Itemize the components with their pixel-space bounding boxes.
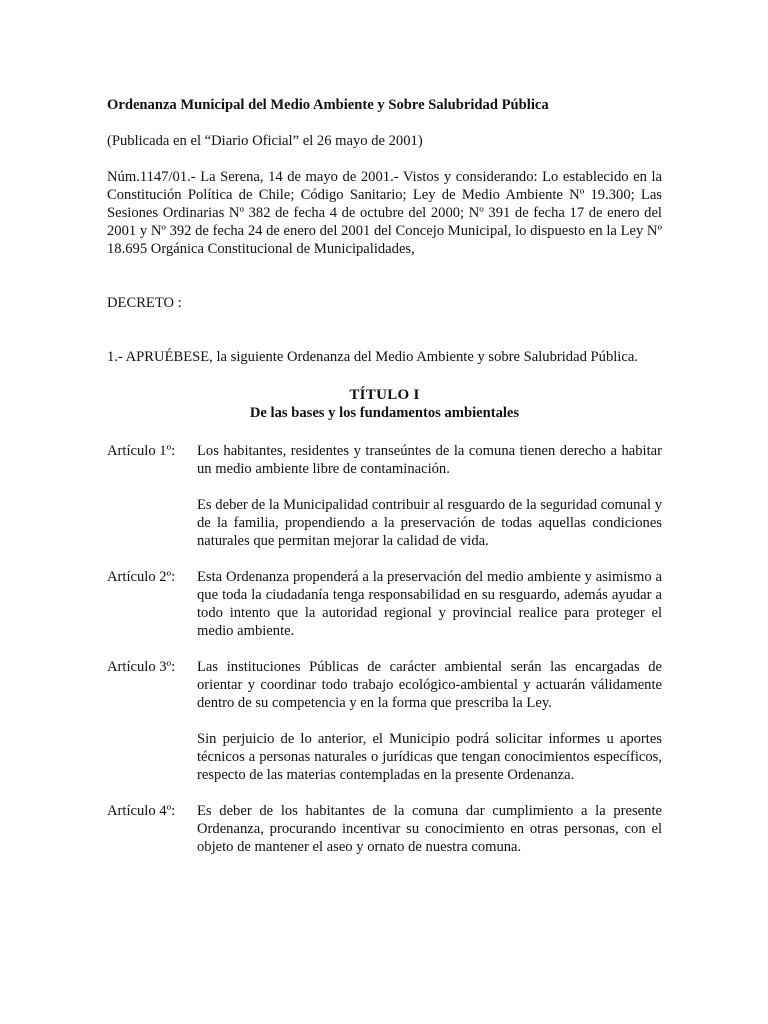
article-paragraph: Esta Ordenanza propenderá a la preservación del medio ambiente y asimismo a que toda la ciudadanía tenga responsabilidad en su resguardo, además ayudar a todo intento que la autoridad regional y provincial realice para proteger el medio ambiente. — [197, 569, 662, 639]
article-paragraph: Es deber de la Municipalidad contribuir al resguardo de la seguridad comunal y de la familia, propendiendo a la preservación de todas aquellas condiciones naturales que permitan mejorar la calidad de vida. — [197, 497, 662, 549]
article-3 — [107, 658, 662, 784]
article-body — [197, 568, 662, 640]
title-subheading: De las bases y los fundamentos ambientales — [249, 405, 520, 421]
article-paragraph: Las instituciones Públicas de carácter ambiental serán las encargadas de orientar y coordinar todo trabajo ecológico-ambiental y actuarán válidamente dentro de su competencia y en la forma que prescriba la Ley. — [197, 659, 662, 711]
article-body — [197, 658, 662, 784]
article-2 — [107, 568, 662, 640]
approval-paragraph: 1.- APRUÉBESE, la siguiente Ordenanza del Medio Ambiente y sobre Salubridad Pública. — [107, 349, 638, 365]
article-4 — [107, 802, 662, 856]
article-paragraph: Sin perjuicio de lo anterior, el Municipio podrá solicitar informes u aportes técnicos a personas naturales o jurídicas que tengan conocimientos específicos, respecto de las materias contempladas en la presente Ordenanza. — [197, 731, 662, 783]
article-paragraph: Los habitantes, residentes y transeúntes de la comuna tienen derecho a habitar un medio ambiente libre de contaminación. — [197, 443, 662, 477]
publication-note: (Publicada en el “Diario Oficial” el 26 mayo de 2001) — [107, 133, 423, 149]
article-body — [197, 802, 662, 856]
article-paragraph: Es deber de los habitantes de la comuna dar cumplimiento a la presente Ordenanza, procurando incentivar su conocimiento en otras personas, con el objeto de mantener el aseo y ornato de nuestra comuna. — [197, 803, 662, 855]
article-label: Artículo 3º: — [107, 659, 176, 675]
preamble-paragraph: Núm.1147/01.- La Serena, 14 de mayo de 2001.- Vistos y considerando: Lo establecido en la Constitución Política de Chile; Código Sanitario; Ley de Medio Ambiente Nº 19.300; Las Sesiones Ordinarias Nº 382 de fecha 4 de octubre del 2000; Nº 391 de fecha 17 de enero del 2001 y Nº 392 de fecha 24 de enero del 2001 del Concejo Municipal, lo dispuesto en la Ley Nº 18.695 Orgánica Constitucional de Municipalidades, — [107, 169, 662, 257]
article-body — [197, 442, 662, 550]
article-label: Artículo 1º: — [107, 443, 176, 459]
article-label: Artículo 4º: — [107, 803, 176, 819]
document-title: Ordenanza Municipal del Medio Ambiente y Sobre Salubridad Pública — [107, 97, 549, 113]
title-heading: TÍTULO I — [349, 387, 420, 403]
article-1 — [107, 442, 662, 550]
article-label: Artículo 2º: — [107, 569, 176, 585]
document-page — [107, 96, 662, 856]
decree-heading: DECRETO : — [107, 295, 182, 311]
